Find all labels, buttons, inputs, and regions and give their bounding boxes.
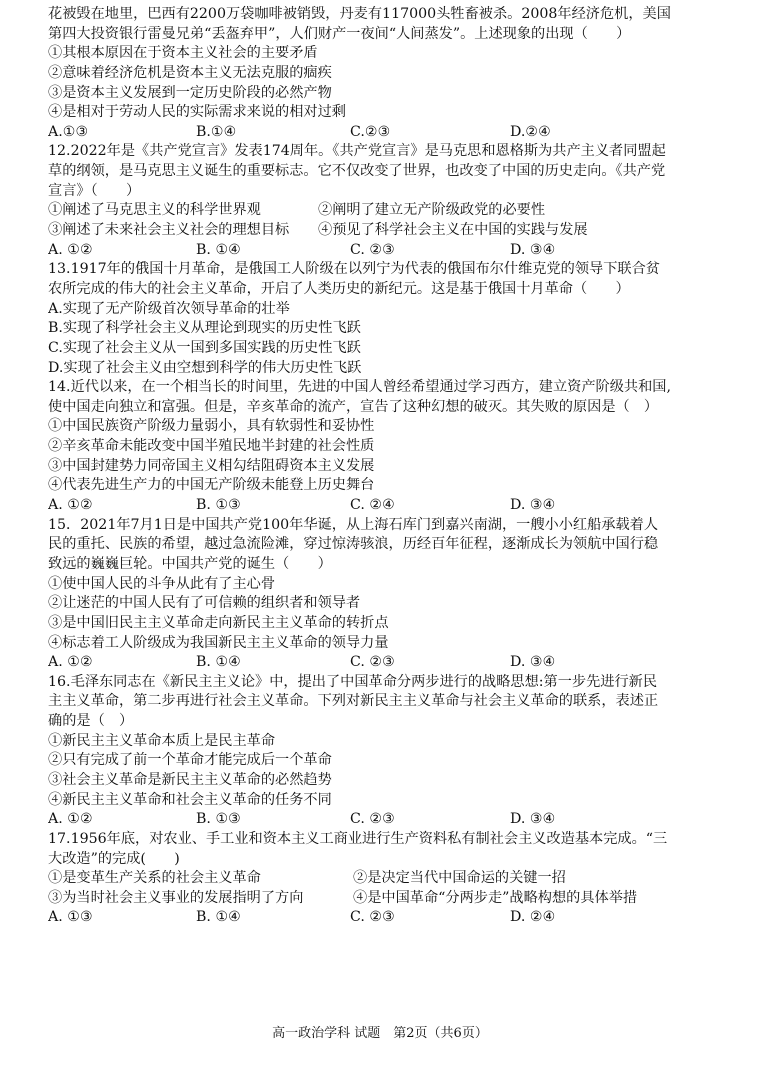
question-text-line: 致远的巍巍巨轮。中国共产党的诞生（ ） [48,555,332,572]
option-d: D.实现了社会主义由空想到科学的伟大历史性飞跃 [48,359,362,376]
option-a: A.实现了无产阶级首次领导革命的壮举 [48,300,290,317]
option-c: C.实现了社会主义从一国到多国实践的历史性飞跃 [48,339,361,356]
option-c: C. ②③ [350,241,395,258]
question-text-line: 16.毛泽东同志在《新民主主义论》中，提出了中国革命分两步进行的战略思想:第一步先进行新民 [48,673,658,690]
answer-options [48,241,720,261]
statement-1: ①阐述了马克思主义的科学世界观 [48,202,261,219]
statement-1: ①新民主主义革命本质上是民主革命 [48,732,276,749]
option-b: B. ①③ [196,811,241,828]
statement-row [48,889,720,909]
option-d: D. ③④ [510,811,556,828]
question-text-line: 花被毁在地里，巴西有2200万袋咖啡被销毁，丹麦有117000头牲畜被杀。2008年经济危机，美国 [48,6,671,22]
statement-row [48,221,720,241]
question-12 [48,142,720,260]
option-c: C. ②③ [350,654,395,671]
option-a: A. ①② [48,811,93,828]
option-a: A. ①③ [48,909,93,926]
option-a: A. ①② [48,241,93,258]
question-13 [48,260,720,378]
statement-4: ④是相对于劳动人民的实际需求来说的相对过剩 [48,104,346,121]
option-d: D. ③④ [510,241,556,258]
question-text-line: 民的重托、民族的希望，越过急流险滩，穿过惊涛骇浪，历经百年征程，逐渐成长为领航中国行稳 [48,536,659,553]
option-d: D.②④ [510,123,551,140]
option-c: C. ②④ [350,497,395,514]
option-c: C. ②③ [350,811,395,828]
statement-4: ④是中国革命“分两步走”战略构想的具体举措 [353,889,638,906]
option-b: B. ①④ [196,241,241,258]
question-text-line: 第四大投资银行雷曼兄弟“丢盔弃甲”，人们财产一夜间“人间蒸发”。上述现象的出现（ ） [48,25,631,42]
option-b: B. ①④ [196,909,241,926]
question-list [48,5,720,928]
option-a: A.①③ [48,123,89,140]
question-text-line: 15．2021年7月1日是中国共产党100年华诞，从上海石库门到嘉兴南湖，一艘小小红船承载着人 [48,516,659,533]
statement-2: ②阐明了建立无产阶级政党的必要性 [318,202,546,219]
statement-4: ④预见了科学社会主义在中国的实践与发展 [318,222,588,239]
question-text-line: 17.1956年底，对农业、手工业和资本主义工商业进行生产资料私有制社会主义改造基本完成。“三 [48,830,668,847]
question-text-line: 14.近代以来，在一个相当长的时间里，先进的中国人曾经希望通过学习西方，建立资产阶级共和国, [48,379,671,396]
question-text-line: 草的纲领，是马克思主义诞生的重要标志。它不仅改变了世界，也改变了中国的历史走向。《共产党 [48,163,666,180]
option-c: C.②③ [350,123,391,140]
question-text-line: 农所完成的伟大的社会主义革命，开启了人类历史的新纪元。这是基于俄国十月革命（ ） [48,280,630,297]
statement-4: ④标志着工人阶级成为我国新民主主义革命的领导力量 [48,634,389,651]
statement-3: ③是资本主义发展到一定历史阶段的必然产物 [48,84,332,101]
question-17 [48,830,720,928]
question-text-line: 确的是（ ） [48,713,134,730]
question-14 [48,378,720,515]
question-text-line: 使中国走向独立和富强。但是，辛亥革命的流产，宣告了这种幻想的破灭。其失败的原因是（ ） [48,398,659,415]
statement-1: ①使中国人民的斗争从此有了主心骨 [48,575,276,592]
option-b: B. ①④ [196,654,241,671]
option-b: B.实现了科学社会主义从理论到现实的历史性飞跃 [48,320,361,337]
answer-options [48,123,720,143]
answer-options [48,810,720,830]
question-text-line: 主主义革命，第二步再进行社会主义革命。下列对新民主主义革命与社会主义革命的联系，表述正 [48,693,659,710]
page-footer: 高一政治学科 试题 第2页（共6页） [272,1026,488,1041]
statement-2: ②让迷茫的中国人民有了可信赖的组织者和领导者 [48,595,361,612]
statement-2: ②辛亥革命未能改变中国半殖民地半封建的社会性质 [48,438,375,455]
statement-2: ②是决定当代中国命运的关键一招 [353,870,566,887]
option-d: D. ③④ [510,654,556,671]
question-15 [48,516,720,673]
statement-3: ③社会主义革命是新民主主义革命的必然趋势 [48,771,332,788]
statement-4: ④新民主主义革命和社会主义革命的任务不同 [48,791,332,808]
answer-options [48,653,720,673]
option-b: B.①④ [196,123,237,140]
answer-options [48,908,720,928]
statement-3: ③阐述了未来社会主义社会的理想目标 [48,222,290,239]
statement-2: ②只有完成了前一个革命才能完成后一个革命 [48,752,332,769]
option-a: A. ①② [48,654,93,671]
statement-3: ③中国封建势力同帝国主义相勾结阻碍资本主义发展 [48,457,375,474]
statement-2: ②意味着经济危机是资本主义无法克服的痼疾 [48,64,332,81]
statement-3: ③是中国旧民主主义革命走向新民主主义革命的转折点 [48,614,389,631]
option-d: D. ②④ [510,909,556,926]
option-b: B. ①③ [196,497,241,514]
statement-4: ④代表先进生产力的中国无产阶级未能登上历史舞台 [48,477,375,494]
option-a: A. ①② [48,497,93,514]
statement-row [48,201,720,221]
option-c: C. ②③ [350,909,395,926]
answer-options [48,496,720,516]
question-text-line: 大改造”的完成( ) [48,850,180,867]
question-text-line: 12.2022年是《共产党宣言》发表174周年。《共产党宣言》是马克思和恩格斯为共产主义者同盟起 [48,143,666,160]
option-d: D. ③④ [510,497,556,514]
statement-row [48,869,720,889]
question-text-line: 宣言》（ ） [48,182,141,199]
statement-1: ①其根本原因在于资本主义社会的主要矛盾 [48,45,318,62]
question-text-line: 13.1917年的俄国十月革命，是俄国工人阶级在以列宁为代表的俄国布尔什维克党的领导下联合贫 [48,261,660,278]
statement-1: ①是变革生产关系的社会主义革命 [48,870,261,887]
statement-1: ①中国民族资产阶级力量弱小，具有软弱性和妥协性 [48,418,375,435]
question-16 [48,673,720,830]
statement-3: ③为当时社会主义事业的发展指明了方向 [48,889,304,906]
question-11 [48,5,720,142]
